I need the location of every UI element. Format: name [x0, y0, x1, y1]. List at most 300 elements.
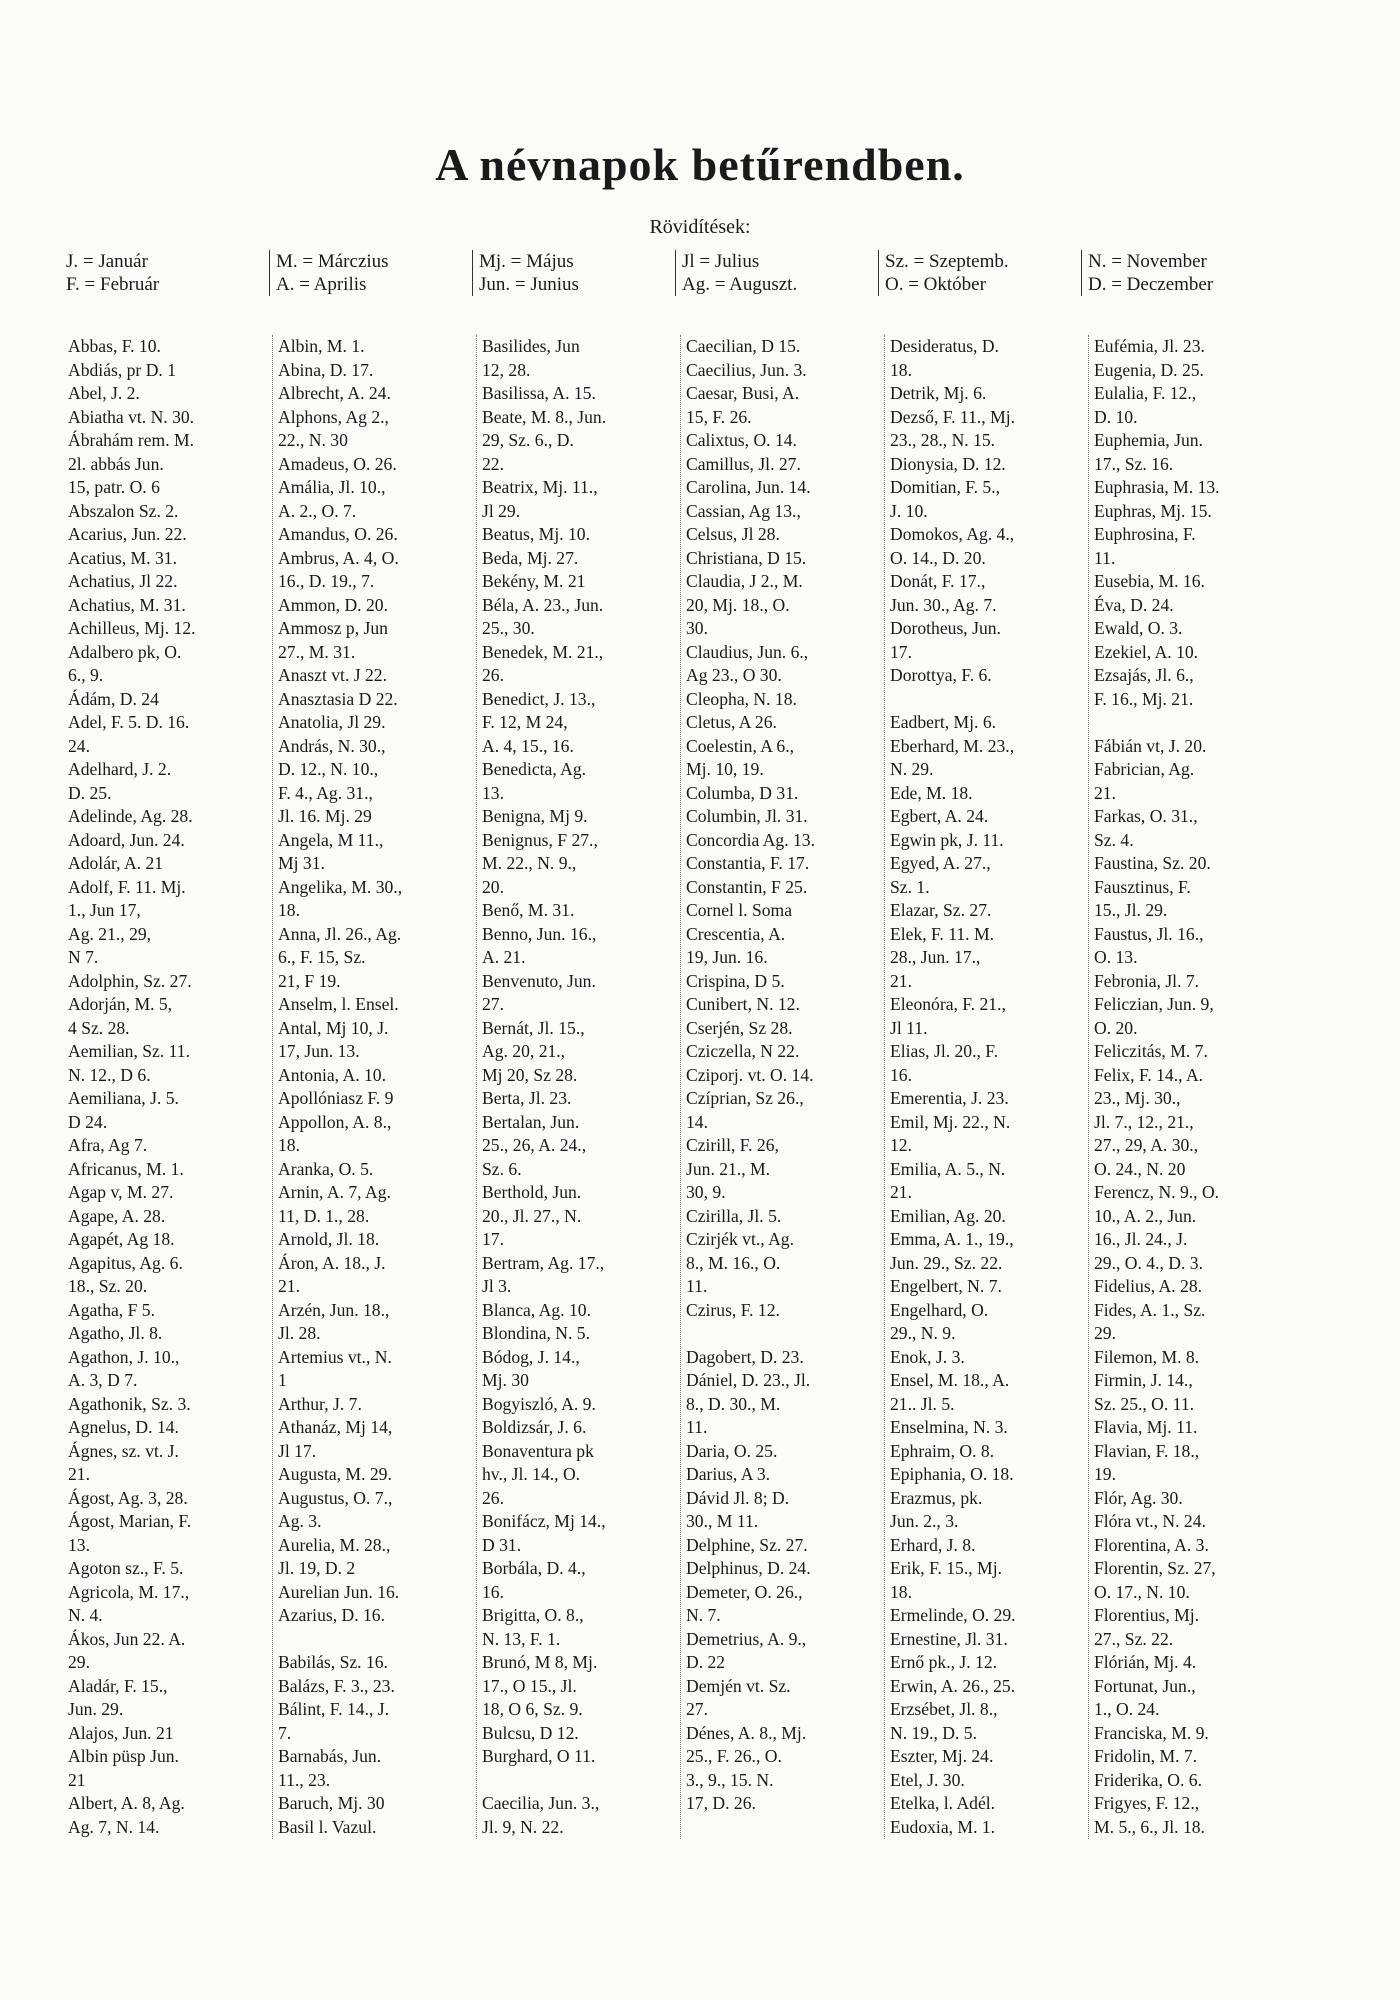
name-entry-line: Ágost, Marian, F.: [68, 1511, 192, 1531]
name-entry-line: 18.: [890, 1581, 912, 1602]
name-entry-line: Aranka, O. 5.: [278, 1158, 374, 1179]
legend-entry: Sz. = Szeptemb.: [885, 251, 1009, 272]
name-entry-line: Benő, M. 31.: [482, 900, 575, 920]
name-entry-line: Jl 11.: [890, 1017, 928, 1038]
name-entry-line: Bogyiszló, A. 9.: [482, 1393, 596, 1414]
name-entry-line: Acarius, Jun. 22.: [68, 524, 187, 544]
name-entry-line: Albin, M. 1.: [278, 336, 365, 356]
name-entry-line: Camillus, Jl. 27.: [686, 453, 801, 474]
name-entry-line: Epiphania, O. 18.: [890, 1464, 1014, 1484]
name-entry-line: J. 10.: [890, 500, 928, 521]
name-entry-line: A. 3, D 7.: [68, 1370, 138, 1390]
name-entry-line: 29., N. 9.: [890, 1323, 956, 1343]
name-entry-line: Barnabás, Jun.: [278, 1746, 382, 1766]
name-day-columns: [68, 335, 1293, 1839]
legend-entry: D. = Deczember: [1088, 274, 1214, 295]
name-entry-line: 14.: [686, 1111, 708, 1132]
name-entry-line: Firmin, J. 14.,: [1094, 1370, 1193, 1390]
name-entry-line: Jl. 9, N. 22.: [482, 1816, 564, 1837]
name-entry-line: Beate, M. 8., Jun.: [482, 406, 607, 427]
name-entry-line: Angela, M 11.,: [278, 829, 384, 850]
name-entry-line: Flavia, Mj. 11.: [1094, 1417, 1198, 1437]
name-entry-line: Áron, A. 18., J.: [278, 1252, 386, 1273]
name-entry-line: Coelestin, A 6.,: [686, 735, 795, 756]
name-entry-line: 21.: [1094, 782, 1116, 803]
name-entry-line: N 7.: [68, 947, 99, 967]
name-entry-line: A. 2., O. 7.: [278, 500, 357, 521]
name-entry-line: 20, Mj. 18., O.: [686, 594, 790, 615]
name-entry-line: Demjén vt. Sz.: [686, 1675, 791, 1696]
name-entry-line: Etel, J. 30.: [890, 1769, 965, 1790]
name-entry-line: Dezső, F. 11., Mj.: [890, 406, 1016, 427]
name-entry-line: Cunibert, N. 12.: [686, 994, 800, 1014]
name-entry-line: Feliczitás, M. 7.: [1094, 1041, 1208, 1061]
name-entry-line: F. 4., Ag. 31.,: [278, 782, 373, 803]
name-entry-line: 13.: [482, 782, 504, 803]
name-entry-line: Etelka, l. Adél.: [890, 1793, 996, 1813]
name-entry-line: Benedict, J. 13.,: [482, 688, 596, 709]
name-entry-line: Agathon, J. 10.,: [68, 1346, 180, 1367]
name-entry-line: Mj. 10, 19.: [686, 759, 764, 779]
name-entry-line: Flóra vt., N. 24.: [1094, 1511, 1206, 1531]
name-entry-line: Bonaventura pk: [482, 1440, 594, 1461]
name-entry-line: Cziporj. vt. O. 14.: [686, 1064, 814, 1085]
name-entry-line: 16.: [482, 1581, 504, 1602]
name-entry-line: Adel, F. 5. D. 16.: [68, 712, 190, 732]
name-entry-line: András, N. 30.,: [278, 735, 386, 756]
name-entry-line: Agatha, F 5.: [68, 1299, 155, 1320]
name-entry-line: 22., N. 30: [278, 430, 348, 450]
name-entry-line: 8., M. 16., O.: [686, 1252, 781, 1273]
name-entry-line: Adoard, Jun. 24.: [68, 829, 185, 850]
name-entry-line: Africanus, M. 1.: [68, 1158, 184, 1179]
legend-entry: J. = Január: [66, 251, 148, 272]
name-entry-line: Ádám, D. 24: [68, 688, 159, 709]
name-entry-line: Sz. 6.: [482, 1158, 522, 1179]
name-entry-line: 17.: [890, 641, 912, 662]
name-entry-line: Domitian, F. 5.,: [890, 477, 1001, 497]
name-entry-line: Blondina, N. 5.: [482, 1323, 591, 1343]
name-entry-line: Cziczella, N 22.: [686, 1041, 800, 1061]
name-entry-line: Feliczian, Jun. 9,: [1094, 994, 1214, 1014]
name-entry-line: 17, D. 26.: [686, 1793, 756, 1813]
name-entry-line: Columba, D 31.: [686, 782, 799, 803]
name-entry-line: 29., O. 4., D. 3.: [1094, 1252, 1203, 1273]
name-entry-line: Fabrician, Ag.: [1094, 759, 1195, 779]
name-entry-line: Aurelian Jun. 16.: [278, 1581, 400, 1602]
name-entry-line: Domokos, Ag. 4.,: [890, 524, 1015, 544]
name-entry-line: Berthold, Jun.: [482, 1182, 582, 1202]
name-entry-line: Dagobert, D. 23.: [686, 1346, 804, 1367]
name-entry-line: Achatius, M. 31.: [68, 594, 186, 615]
name-entry-line: Ágnes, sz. vt. J.: [68, 1440, 179, 1461]
name-entry-line: Agoton sz., F. 5.: [68, 1558, 184, 1578]
name-entry-line: Berta, Jl. 23.: [482, 1088, 572, 1108]
name-entry-line: 15., Jl. 29.: [1094, 900, 1168, 920]
name-entry-line: Eszter, Mj. 24.: [890, 1746, 994, 1766]
legend-group: [472, 250, 675, 296]
name-entry-line: Athanáz, Mj 14,: [278, 1417, 393, 1437]
name-entry-line: 3., 9., 15. N.: [686, 1769, 774, 1790]
name-entry-line: hv., Jl. 14., O.: [482, 1464, 581, 1484]
name-entry-line: 20., Jl. 27., N.: [482, 1205, 582, 1226]
name-entry-line: Antonia, A. 10.: [278, 1064, 387, 1085]
name-entry-line: Benvenuto, Jun.: [482, 970, 596, 991]
name-entry-line: 18.: [278, 900, 300, 920]
name-entry-line: 13.: [68, 1534, 90, 1555]
name-entry-line: Elazar, Sz. 27.: [890, 900, 992, 920]
name-entry-line: Ammosz p, Jun: [278, 618, 388, 638]
name-entry-line: 27., M. 31.: [278, 641, 356, 662]
name-column: [68, 335, 272, 1839]
name-entry-line: 19.: [1094, 1464, 1116, 1484]
name-entry-line: 8., D. 30., M.: [686, 1393, 781, 1414]
name-entry-line: 6., 9.: [68, 665, 104, 685]
name-entry-line: 17., Sz. 16.: [1094, 453, 1174, 474]
name-entry-line: Erhard, J. 8.: [890, 1534, 976, 1555]
name-entry-line: Ephraim, O. 8.: [890, 1440, 995, 1461]
name-entry-line: O. 14., D. 20.: [890, 547, 986, 568]
name-entry-line: D 24.: [68, 1111, 108, 1132]
name-entry-line: 2l. abbás Jun.: [68, 453, 164, 474]
name-entry-line: Engelhard, O.: [890, 1299, 989, 1320]
name-entry-line: 29.: [68, 1652, 90, 1672]
name-entry-line: Jl. 7., 12., 21.,: [1094, 1111, 1194, 1132]
name-entry-line: Ákos, Jun 22. A.: [68, 1628, 186, 1649]
name-entry-line: 27.: [482, 994, 504, 1014]
name-entry-line: 21, F 19.: [278, 970, 341, 991]
name-entry-line: O. 24., N. 20: [1094, 1158, 1186, 1179]
name-entry-line: 18., Sz. 20.: [68, 1276, 148, 1296]
name-entry-line: Anaszt vt. J 22.: [278, 665, 387, 685]
name-entry-line: 10., A. 2., Jun.: [1094, 1205, 1197, 1226]
name-entry-line: 30., M 11.: [686, 1511, 759, 1531]
name-entry-line: Daria, O. 25.: [686, 1440, 778, 1461]
name-entry-line: 26.: [482, 1487, 504, 1508]
name-entry-line: N. 4.: [68, 1605, 103, 1625]
name-entry-line: Aurelia, M. 28.,: [278, 1534, 391, 1555]
legend-group: [675, 250, 878, 296]
name-entry-line: Abszalon Sz. 2.: [68, 500, 179, 521]
name-entry-line: Benedicta, Ag.: [482, 759, 587, 779]
name-entry-line: 18.: [278, 1135, 300, 1155]
name-entry-line: Bertalan, Jun.: [482, 1111, 580, 1132]
name-entry-line: Caesar, Busi, A.: [686, 383, 800, 403]
name-entry-line: Cletus, A 26.: [686, 712, 777, 732]
name-entry-line: Adolf, F. 11. Mj.: [68, 876, 186, 897]
name-entry-line: Dénes, A. 8., Mj.: [686, 1722, 807, 1743]
name-entry-line: Elek, F. 11. M.: [890, 923, 994, 944]
name-column: [1088, 335, 1292, 1839]
name-entry-line: Erik, F. 15., Mj.: [890, 1558, 1002, 1578]
name-column: [476, 335, 680, 1839]
name-entry-line: Faustus, Jl. 16.,: [1094, 923, 1204, 944]
name-entry-line: Anselm, l. Ensel.: [278, 994, 399, 1014]
name-entry-line: Dániel, D. 23., Jl.: [686, 1370, 811, 1390]
name-entry-line: 24.: [68, 735, 90, 756]
name-entry-line: Czirjék vt., Ag.: [686, 1229, 794, 1249]
name-entry-line: 1., O. 24.: [1094, 1699, 1160, 1719]
name-entry-line: 25., F. 26., O.: [686, 1746, 782, 1766]
name-entry-line: Ezsajás, Jl. 6.,: [1094, 665, 1194, 685]
name-entry-line: N. 7.: [686, 1605, 721, 1625]
name-entry-line: Jl. 16. Mj. 29: [278, 806, 372, 826]
name-entry-line: Basilissa, A. 15.: [482, 383, 596, 403]
name-entry-line: Claudius, Jun. 6.,: [686, 641, 809, 662]
name-entry-line: Ágost, Ag. 3, 28.: [68, 1487, 188, 1508]
name-entry-line: 25., 26, A. 24.,: [482, 1135, 587, 1155]
name-entry-line: Caecilia, Jun. 3.,: [482, 1793, 600, 1813]
name-entry-line: Erzsébet, Jl. 8.,: [890, 1699, 998, 1719]
legend-group: [1081, 250, 1284, 296]
name-entry-line: Erwin, A. 26., 25.: [890, 1675, 1016, 1696]
name-entry-line: Franciska, M. 9.: [1094, 1722, 1209, 1743]
name-entry-line: D. 22: [686, 1652, 726, 1672]
name-entry-line: 16., Jl. 24., J.: [1094, 1229, 1188, 1249]
name-entry-line: Sz. 4.: [1094, 829, 1134, 850]
name-entry-line: Beda, Mj. 27.: [482, 547, 579, 568]
name-entry-line: Agapét, Ag 18.: [68, 1229, 175, 1249]
name-entry-line: Emilia, A. 5., N.: [890, 1158, 1006, 1179]
name-entry-line: 23., 28., N. 15.: [890, 430, 996, 450]
name-entry-line: Eadbert, Mj. 6.: [890, 712, 997, 732]
name-entry-line: Augustus, O. 7.,: [278, 1487, 393, 1508]
name-entry-line: Crispina, D 5.: [686, 970, 785, 991]
name-entry-line: [278, 1628, 476, 1652]
name-entry-line: Adelhard, J. 2.: [68, 759, 172, 779]
legend-entry: F. = Február: [66, 274, 160, 295]
legend-entry: Mj. = Május: [479, 251, 574, 272]
name-entry-line: Cleopha, N. 18.: [686, 688, 797, 709]
name-entry-line: Anna, Jl. 26., Ag.: [278, 923, 402, 944]
name-entry-line: Augusta, M. 29.: [278, 1464, 392, 1484]
name-entry-line: Febronia, Jl. 7.: [1094, 970, 1200, 991]
name-entry-line: Albin püsp Jun.: [68, 1746, 179, 1766]
name-entry-line: Fides, A. 1., Sz.: [1094, 1299, 1206, 1320]
name-entry-line: 23., Mj. 30.,: [1094, 1088, 1181, 1108]
name-entry-line: Constantin, F 25.: [686, 876, 808, 897]
name-entry-line: Enselmina, N. 3.: [890, 1417, 1008, 1437]
name-entry-line: Ferencz, N. 9., O.: [1094, 1182, 1220, 1202]
name-entry-line: Bálint, F. 14., J.: [278, 1699, 390, 1719]
name-entry-line: Benno, Jun. 16.,: [482, 923, 597, 944]
name-entry-line: Eufémia, Jl. 23.: [1094, 336, 1205, 356]
name-entry-line: Dionysia, D. 12.: [890, 453, 1006, 474]
name-entry-line: Jun. 29.: [68, 1699, 124, 1719]
legend-group: [878, 250, 1081, 296]
name-entry-line: Cserjén, Sz 28.: [686, 1017, 793, 1038]
legend-entry: O. = Október: [885, 274, 986, 295]
name-entry-line: N. 12., D 6.: [68, 1064, 151, 1085]
name-entry-line: 21.: [278, 1276, 300, 1296]
name-entry-line: Jl 3.: [482, 1276, 512, 1296]
name-entry-line: Faustina, Sz. 20.: [1094, 853, 1211, 873]
name-entry-line: Christiana, D 15.: [686, 547, 807, 568]
name-entry-line: 15, patr. O. 6: [68, 477, 160, 497]
name-entry-line: O. 13.: [1094, 947, 1138, 967]
name-entry-line: Brunó, M 8, Mj.: [482, 1652, 598, 1672]
name-entry-line: 12.: [890, 1135, 912, 1155]
name-entry-line: Benignus, F 27.,: [482, 829, 598, 850]
name-entry-line: F. 12, M 24,: [482, 712, 568, 732]
name-entry-line: Jl 17.: [278, 1440, 317, 1461]
name-entry-line: Ábrahám rem. M.: [68, 430, 195, 450]
name-entry-line: F. 16., Mj. 21.: [1094, 688, 1194, 709]
name-entry-line: Adolár, A. 21: [68, 853, 164, 873]
name-entry-line: Appollon, A. 8.,: [278, 1111, 392, 1132]
name-entry-line: [686, 1322, 884, 1346]
name-entry-line: Czirilla, Jl. 5.: [686, 1205, 782, 1226]
name-entry-line: Egbert, A. 24.: [890, 806, 989, 826]
name-entry-line: 28., Jun. 17.,: [890, 947, 981, 967]
name-entry-line: Alphons, Ag 2.,: [278, 406, 389, 427]
legend-group: [269, 250, 472, 296]
name-entry-line: Detrik, Mj. 6.: [890, 383, 987, 403]
name-entry-line: 21.: [890, 970, 912, 991]
name-entry-line: 26.: [482, 665, 504, 685]
name-entry-line: 6., F. 15, Sz.: [278, 947, 366, 967]
name-entry-line: 30, 9.: [686, 1182, 726, 1202]
name-entry-line: 22.: [482, 453, 504, 474]
name-entry-line: 7.: [278, 1722, 292, 1743]
name-entry-line: A. 21.: [482, 947, 526, 967]
name-entry-line: [890, 688, 1088, 712]
name-entry-line: Jun. 30., Ag. 7.: [890, 594, 997, 615]
name-entry-line: Columbin, Jl. 31.: [686, 806, 808, 826]
name-entry-line: 11, D. 1., 28.: [278, 1205, 370, 1226]
name-entry-line: Florentius, Mj.: [1094, 1605, 1200, 1625]
name-entry-line: Agathonik, Sz. 3.: [68, 1393, 191, 1414]
name-entry-line: Mj. 30: [482, 1370, 529, 1390]
name-entry-line: Enok, J. 3.: [890, 1346, 965, 1367]
name-entry-line: Eleonóra, F. 21.,: [890, 994, 1006, 1014]
name-entry-line: Bekény, M. 21: [482, 571, 586, 591]
name-entry-line: D 31.: [482, 1534, 522, 1555]
name-entry-line: N. 19., D. 5.: [890, 1722, 977, 1743]
name-entry-line: Adolphin, Sz. 27.: [68, 970, 192, 991]
name-entry-line: Eudoxia, M. 1.: [890, 1816, 996, 1837]
name-entry-line: 16., D. 19., 7.: [278, 571, 375, 591]
name-entry-line: Frigyes, F. 12.,: [1094, 1793, 1200, 1813]
name-entry-line: Czirill, F. 26,: [686, 1135, 779, 1155]
name-entry-line: 11.: [686, 1417, 708, 1437]
name-entry-line: Fausztinus, F.: [1094, 876, 1191, 897]
name-entry-line: Florentina, A. 3.: [1094, 1534, 1209, 1555]
name-entry-line: O. 20.: [1094, 1017, 1138, 1038]
name-entry-line: Dorotheus, Jun.: [890, 618, 1001, 638]
name-entry-line: 17., O 15., Jl.: [482, 1675, 577, 1696]
name-entry-line: Concordia Ag. 13.: [686, 829, 816, 850]
name-entry-line: 27., Sz. 22.: [1094, 1628, 1174, 1649]
name-entry-line: Agatho, Jl. 8.: [68, 1323, 163, 1343]
name-entry-line: Dorottya, F. 6.: [890, 665, 992, 685]
name-entry-line: Burghard, O 11.: [482, 1746, 596, 1766]
name-entry-line: Artemius vt., N.: [278, 1346, 392, 1367]
name-entry-line: Donát, F. 17.,: [890, 571, 986, 591]
name-entry-line: M. 22., N. 9.,: [482, 853, 577, 873]
name-entry-line: [482, 1769, 680, 1793]
name-entry-line: Borbála, D. 4.,: [482, 1558, 586, 1578]
name-entry-line: 11., 23.: [278, 1769, 331, 1790]
name-entry-line: Blanca, Ag. 10.: [482, 1299, 591, 1320]
name-entry-line: Bulcsu, D 12.: [482, 1722, 579, 1743]
name-entry-line: Anasztasia D 22.: [278, 688, 398, 709]
name-entry-line: Ernő pk., J. 12.: [890, 1652, 998, 1672]
name-entry-line: Crescentia, A.: [686, 923, 786, 944]
name-entry-line: 27., 29, A. 30.,: [1094, 1135, 1199, 1155]
name-entry-line: Euphemia, Jun.: [1094, 430, 1203, 450]
name-entry-line: Benedek, M. 21.,: [482, 641, 604, 662]
name-entry-line: Albert, A. 8, Ag.: [68, 1793, 185, 1813]
name-entry-line: Angelika, M. 30.,: [278, 876, 403, 897]
name-entry-line: 15, F. 26.: [686, 406, 752, 427]
name-entry-line: Ezekiel, A. 10.: [1094, 641, 1199, 662]
name-entry-line: Abiatha vt. N. 30.: [68, 406, 195, 427]
name-entry-line: Eusebia, M. 16.: [1094, 571, 1205, 591]
name-entry-line: Jl 29.: [482, 500, 521, 521]
name-entry-line: Adalbero pk, O.: [68, 641, 182, 662]
name-entry-line: Euphrasia, M. 13.: [1094, 477, 1220, 497]
name-entry-line: Adelinde, Ag. 28.: [68, 806, 193, 826]
name-entry-line: Euphrosina, F.: [1094, 524, 1196, 544]
name-entry-line: Bernát, Jl. 15.,: [482, 1017, 585, 1038]
name-entry-line: Amandus, O. 26.: [278, 524, 398, 544]
name-entry-line: D. 12., N. 10.,: [278, 759, 379, 779]
name-entry-line: Basilides, Jun: [482, 336, 580, 356]
name-entry-line: 19, Jun. 16.: [686, 947, 768, 967]
name-entry-line: 1: [278, 1370, 287, 1390]
name-entry-line: Cornel l. Soma: [686, 900, 793, 920]
name-entry-line: Delphinus, D. 24.: [686, 1558, 811, 1578]
name-entry-line: 29.: [1094, 1323, 1116, 1343]
name-entry-line: 21.. Jl. 5.: [890, 1393, 955, 1414]
name-entry-line: Apollóniasz F. 9: [278, 1088, 394, 1108]
name-entry-line: Mj 31.: [278, 853, 325, 873]
name-entry-line: 30.: [686, 618, 708, 638]
name-entry-line: Albrecht, A. 24.: [278, 383, 391, 403]
name-entry-line: 20.: [482, 876, 504, 897]
name-entry-line: Sz. 25., O. 11.: [1094, 1393, 1195, 1414]
name-entry-line: 11.: [686, 1276, 708, 1296]
name-entry-line: Anatolia, Jl 29.: [278, 712, 386, 732]
name-entry-line: Alajos, Jun. 21: [68, 1722, 174, 1743]
name-entry-line: 27.: [686, 1699, 708, 1719]
name-entry-line: Achatius, Jl 22.: [68, 571, 178, 591]
name-entry-line: Bódog, J. 14.,: [482, 1346, 580, 1367]
name-entry-line: Eulalia, F. 12.,: [1094, 383, 1197, 403]
name-entry-line: Amadeus, O. 26.: [278, 453, 397, 474]
name-entry-line: Bonifácz, Mj 14.,: [482, 1511, 606, 1531]
legend-entry: M. = Márczius: [276, 251, 389, 272]
name-entry-line: Ag. 21., 29,: [68, 923, 152, 944]
name-entry-line: Aladár, F. 15.,: [68, 1675, 168, 1696]
name-entry-line: Egwin pk, J. 11.: [890, 829, 1004, 850]
name-entry-line: Darius, A 3.: [686, 1464, 771, 1484]
name-entry-line: Adorján, M. 5,: [68, 994, 173, 1014]
legend-group: [66, 250, 269, 296]
name-entry-line: Euphras, Mj. 15.: [1094, 500, 1212, 521]
name-entry-line: Ag. 20, 21.,: [482, 1041, 566, 1061]
name-entry-line: Abel, J. 2.: [68, 383, 140, 403]
name-entry-line: Béla, A. 23., Jun.: [482, 594, 604, 615]
name-entry-line: Basil l. Vazul.: [278, 1816, 377, 1837]
name-entry-line: N. 13, F. 1.: [482, 1628, 561, 1649]
name-entry-line: Ambrus, A. 4, O.: [278, 547, 399, 568]
name-entry-line: Bertram, Ag. 17.,: [482, 1252, 605, 1273]
name-entry-line: Afra, Ag 7.: [68, 1135, 148, 1155]
name-entry-line: Arzén, Jun. 18.,: [278, 1299, 390, 1320]
name-entry-line: Calixtus, O. 14.: [686, 430, 797, 450]
